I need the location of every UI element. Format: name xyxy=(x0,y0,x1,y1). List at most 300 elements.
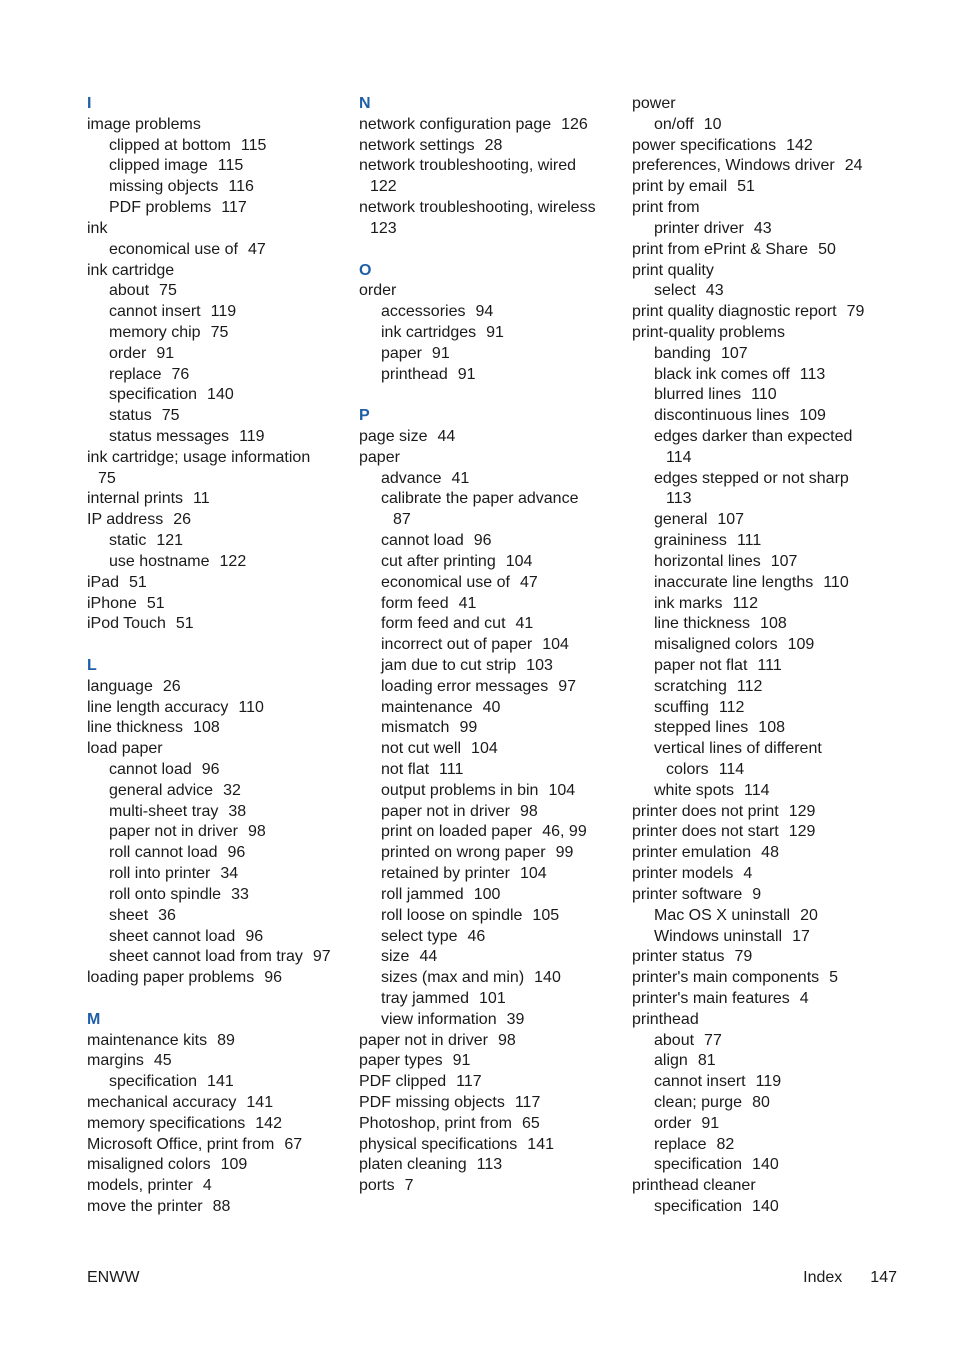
index-subentry xyxy=(87,198,352,219)
entry-term: clipped at bottom xyxy=(109,136,231,154)
entry-term: print-quality problems xyxy=(632,323,785,341)
index-entry xyxy=(632,302,902,323)
index-entry xyxy=(632,240,902,261)
entry-page-ref: 109 xyxy=(787,636,815,654)
section-gap xyxy=(359,240,624,261)
entry-page-ref: 46, 99 xyxy=(542,823,587,841)
entry-page-ref: 96 xyxy=(245,927,264,945)
entry-term: printer models xyxy=(632,865,734,883)
index-subentry xyxy=(632,1114,902,1135)
index-subentry xyxy=(359,968,624,989)
entry-term: general advice xyxy=(109,781,214,799)
entry-page-ref: 112 xyxy=(732,594,758,612)
entry-page-ref: 75 xyxy=(161,407,180,425)
entry-page-ref: 82 xyxy=(716,1135,735,1153)
entry-term: form feed and cut xyxy=(381,615,506,633)
entry-term: size xyxy=(381,948,410,966)
entry-page-ref: 108 xyxy=(193,719,220,737)
entry-term: line length accuracy xyxy=(87,698,229,716)
index-entry xyxy=(87,718,352,739)
index-entry xyxy=(87,510,352,531)
entry-term: graininess xyxy=(654,532,727,550)
entry-term: status xyxy=(109,407,152,425)
index-subentry xyxy=(87,864,352,885)
entry-page-ref: 108 xyxy=(758,719,785,737)
entry-term: economical use of xyxy=(109,240,238,258)
entry-term: order xyxy=(109,344,147,362)
entry-page-ref: 91 xyxy=(156,344,175,362)
entry-term: printer status xyxy=(632,948,725,966)
entry-page-ref: 36 xyxy=(158,906,176,924)
entry-term: static xyxy=(109,532,147,550)
entry-term: line thickness xyxy=(654,615,751,633)
index-entry xyxy=(87,698,352,719)
entry-term: printer's main components xyxy=(632,969,820,987)
entry-page-ref: 104 xyxy=(548,781,576,799)
entry-term: not flat xyxy=(381,761,430,778)
entry-term: printhead xyxy=(381,365,448,383)
entry-term: cannot insert xyxy=(109,303,201,321)
index-subentry xyxy=(632,635,902,656)
entry-term: not cut well xyxy=(381,740,462,758)
entry-page-ref: 110 xyxy=(823,573,849,591)
entry-page-ref: 101 xyxy=(479,989,506,1007)
entry-term: edges darker than expected xyxy=(654,428,853,445)
entry-page-ref: 140 xyxy=(534,969,561,987)
index-subentry xyxy=(632,781,902,802)
entry-term: ink cartridge xyxy=(87,261,175,279)
entry-term: printer's main features xyxy=(632,989,790,1007)
entry-term: order xyxy=(654,1114,692,1132)
index-subentry xyxy=(359,489,624,510)
index-subentry xyxy=(359,677,624,698)
index-subentry xyxy=(87,885,352,906)
entry-term: sheet cannot load from tray xyxy=(109,948,303,966)
entry-term: multi-sheet tray xyxy=(109,802,219,820)
entry-page-ref: 20 xyxy=(800,906,818,924)
entry-page-ref: 17 xyxy=(792,927,810,945)
entry-page-ref: 103 xyxy=(526,656,553,674)
entry-term: iPhone xyxy=(87,594,137,612)
index-subentry xyxy=(359,760,624,781)
index-letter-heading: N xyxy=(359,95,371,112)
entry-page-ref: 96 xyxy=(264,969,283,987)
index-entry xyxy=(87,1031,352,1052)
index-entry xyxy=(632,822,902,843)
entry-page-ref: 117 xyxy=(514,1094,541,1111)
index-subentry xyxy=(632,344,902,365)
index-subentry xyxy=(632,406,902,427)
index-entry xyxy=(632,843,902,864)
index-entry xyxy=(632,1010,902,1031)
index-subentry xyxy=(87,822,352,843)
entry-page-ref: 91 xyxy=(452,1052,471,1070)
entry-page-ref: 44 xyxy=(419,948,438,966)
entry-term: specification xyxy=(109,386,198,404)
index-entry xyxy=(632,136,902,157)
index-entry xyxy=(87,614,352,635)
entry-term: vertical lines of different xyxy=(654,740,822,758)
index-subentry xyxy=(87,427,352,448)
index-subentry xyxy=(87,323,352,344)
index-subentry xyxy=(359,885,624,906)
index-subentry xyxy=(87,531,352,552)
index-entry xyxy=(359,427,624,448)
entry-page-ref: 114 xyxy=(744,781,770,799)
entry-term: advance xyxy=(381,469,442,487)
index-subentry xyxy=(632,510,902,531)
entry-page-ref: 10 xyxy=(703,115,722,133)
entry-page-ref: 75 xyxy=(159,282,177,300)
entry-term: blurred lines xyxy=(654,386,742,404)
entry-page-ref: 97 xyxy=(558,677,576,695)
index-subentry xyxy=(632,739,902,760)
entry-term: discontinuous lines xyxy=(654,407,790,425)
index-subentry xyxy=(359,635,624,656)
footer-left-text: ENWW xyxy=(87,1269,140,1286)
entry-term: printed on wrong paper xyxy=(381,844,546,862)
entry-term: margins xyxy=(87,1052,144,1070)
entry-term: network configuration page xyxy=(359,115,552,133)
index-entry xyxy=(359,156,624,177)
entry-term: scratching xyxy=(654,677,727,695)
index-subentry xyxy=(632,531,902,552)
entry-page-ref: 4 xyxy=(202,1177,212,1195)
entry-term: Mac OS X uninstall xyxy=(654,906,791,924)
entry-page-ref: 44 xyxy=(437,428,456,445)
entry-term: cut after printing xyxy=(381,552,496,570)
index-subentry xyxy=(632,1155,902,1176)
entry-page-ref: 77 xyxy=(704,1031,722,1049)
entry-term: output problems in bin xyxy=(381,781,539,799)
index-subentry xyxy=(359,906,624,927)
index-subentry xyxy=(359,718,624,739)
index-entry xyxy=(359,1155,624,1176)
entry-page-ref: 79 xyxy=(846,303,865,321)
index-entry xyxy=(359,1072,624,1093)
index-entry xyxy=(632,947,902,968)
index-column-3 xyxy=(632,94,902,1218)
index-entry xyxy=(359,448,624,469)
index-subentry xyxy=(87,344,352,365)
entry-term: ports xyxy=(359,1177,395,1195)
entry-page-ref: 80 xyxy=(752,1094,770,1111)
entry-page-ref: 9 xyxy=(752,885,762,903)
entry-page-ref: 43 xyxy=(753,219,772,237)
index-subentry xyxy=(632,552,902,573)
entry-page-ref: 91 xyxy=(701,1114,720,1132)
entry-page-ref: 140 xyxy=(752,1198,779,1216)
entry-page-ref: 75 xyxy=(210,323,229,341)
entry-page-ref: 45 xyxy=(153,1052,172,1070)
index-subentry xyxy=(359,531,624,552)
index-column-1 xyxy=(87,94,352,1218)
index-subentry xyxy=(632,698,902,719)
index-subentry xyxy=(632,115,902,136)
entry-term: PDF clipped xyxy=(359,1073,447,1091)
entry-term: roll onto spindle xyxy=(109,885,222,903)
index-entry xyxy=(632,885,902,906)
entry-page-ref: 110 xyxy=(238,698,264,716)
entry-page-ref: 105 xyxy=(532,906,560,924)
index-entry xyxy=(87,448,352,469)
index-entry xyxy=(87,739,352,760)
entry-term: view information xyxy=(381,1010,497,1028)
entry-page-ref: 51 xyxy=(737,178,755,196)
index-subentry xyxy=(87,302,352,323)
index-subentry xyxy=(87,406,352,427)
index-entry xyxy=(359,1176,624,1197)
entry-page-ref: 81 xyxy=(697,1052,716,1070)
entry-page-ref: 104 xyxy=(471,740,498,758)
index-entry xyxy=(632,156,902,177)
entry-term: print quality diagnostic report xyxy=(632,303,837,321)
entry-page-ref: 5 xyxy=(829,969,839,987)
entry-term: loading paper problems xyxy=(87,969,255,987)
entry-term: replace xyxy=(654,1135,707,1153)
entry-term: platen cleaning xyxy=(359,1156,467,1174)
entry-term: economical use of xyxy=(381,573,510,591)
entry-term: paper not in driver xyxy=(359,1031,488,1049)
entry-page-ref: 113 xyxy=(799,365,826,383)
index-subentry xyxy=(87,240,352,261)
entry-page-ref: 91 xyxy=(431,344,450,362)
index-entry-continuation xyxy=(359,219,624,240)
entry-page-ref: 104 xyxy=(505,552,533,570)
index-subentry xyxy=(632,718,902,739)
entry-page-ref: 112 xyxy=(718,698,745,716)
entry-page-ref: 51 xyxy=(146,594,165,612)
index-entry xyxy=(632,94,902,115)
index-entry xyxy=(359,1114,624,1135)
entry-term: network troubleshooting, wired xyxy=(359,157,577,175)
index-entry xyxy=(87,1176,352,1197)
entry-term: paper not flat xyxy=(654,656,748,674)
entry-page-ref: 99 xyxy=(555,844,574,862)
entry-page-ref: 112 xyxy=(736,677,763,695)
index-subentry xyxy=(359,302,624,323)
index-subentry xyxy=(359,323,624,344)
entry-term: power xyxy=(632,95,676,112)
index-column-2 xyxy=(359,94,624,1197)
entry-term: clipped image xyxy=(109,157,208,175)
entry-page-ref: 51 xyxy=(175,615,194,633)
entry-term: calibrate the paper advance xyxy=(381,490,579,508)
entry-term: IP address xyxy=(87,511,164,529)
entry-term: print by email xyxy=(632,178,728,196)
entry-term: Windows uninstall xyxy=(654,927,783,945)
entry-term: misaligned colors xyxy=(87,1156,211,1174)
entry-term: page size xyxy=(359,428,428,445)
entry-term: colors xyxy=(666,761,709,778)
entry-page-ref: 4 xyxy=(799,989,809,1007)
index-subentry xyxy=(632,385,902,406)
index-letter-heading: L xyxy=(87,656,97,674)
entry-page-ref: 110 xyxy=(751,386,777,404)
index-subentry xyxy=(632,469,902,490)
entry-term: about xyxy=(109,282,150,300)
entry-term: cannot load xyxy=(109,761,192,778)
entry-page-ref: 41 xyxy=(458,594,477,612)
footer-page-number: 147 xyxy=(870,1269,897,1286)
entry-page-ref: 47 xyxy=(247,240,266,258)
entry-page-ref: 111 xyxy=(439,761,464,778)
entry-page-ref: 88 xyxy=(212,1198,231,1216)
entry-term: print from xyxy=(632,199,700,217)
entry-page-ref: 122 xyxy=(219,552,247,570)
index-entry xyxy=(87,677,352,698)
index-subentry xyxy=(359,698,624,719)
entry-page-ref: 104 xyxy=(542,636,569,654)
entry-page-ref: 117 xyxy=(221,199,247,217)
index-subentry xyxy=(359,739,624,760)
index-entry xyxy=(359,1051,624,1072)
entry-term: misaligned colors xyxy=(654,636,778,654)
entry-term: accessories xyxy=(381,303,466,321)
entry-term: sizes (max and min) xyxy=(381,969,525,987)
index-subentry xyxy=(632,1135,902,1156)
entry-page-ref: 98 xyxy=(497,1031,516,1049)
index-subentry xyxy=(359,864,624,885)
entry-term: Microsoft Office, print from xyxy=(87,1135,275,1153)
entry-page-ref: 48 xyxy=(761,844,779,862)
entry-term: retained by printer xyxy=(381,865,510,883)
entry-term: language xyxy=(87,677,153,695)
entry-term: paper xyxy=(359,448,400,466)
entry-term: mechanical accuracy xyxy=(87,1094,237,1111)
index-entry xyxy=(359,1031,624,1052)
index-subentry xyxy=(359,614,624,635)
entry-page-ref: 40 xyxy=(482,698,501,716)
entry-page-ref: 26 xyxy=(162,677,181,695)
index-entry xyxy=(632,968,902,989)
entry-page-ref: 119 xyxy=(239,428,265,445)
entry-page-ref: 114 xyxy=(718,761,745,778)
entry-page-ref: 126 xyxy=(561,115,588,133)
index-subentry xyxy=(87,552,352,573)
entry-page-ref: 140 xyxy=(207,386,234,404)
index-entry xyxy=(87,1051,352,1072)
section-gap xyxy=(359,385,624,406)
entry-page-ref: 141 xyxy=(207,1073,234,1091)
entry-page-ref: 129 xyxy=(788,823,816,841)
index-entry xyxy=(632,802,902,823)
index-subentry xyxy=(632,1093,902,1114)
index-entry xyxy=(359,136,624,157)
entry-page-ref: 32 xyxy=(223,781,241,799)
entry-term: roll jammed xyxy=(381,885,464,903)
entry-term: memory specifications xyxy=(87,1114,246,1132)
entry-page-ref: 113 xyxy=(666,490,692,508)
index-entry xyxy=(632,177,902,198)
entry-term: print on loaded paper xyxy=(381,823,533,841)
entry-page-ref: 122 xyxy=(370,178,397,196)
index-subentry xyxy=(359,365,624,386)
index-subentry xyxy=(87,906,352,927)
index-entry xyxy=(359,198,624,219)
section-gap xyxy=(87,989,352,1010)
entry-term: image problems xyxy=(87,115,201,133)
index-subentry xyxy=(87,385,352,406)
index-subentry xyxy=(359,947,624,968)
index-entry xyxy=(87,1155,352,1176)
entry-term: cannot load xyxy=(381,532,464,550)
entry-term: ink xyxy=(87,219,108,237)
index-entry xyxy=(632,198,902,219)
index-subentry xyxy=(632,219,902,240)
entry-term: select xyxy=(654,282,696,300)
entry-page-ref: 91 xyxy=(486,323,504,341)
index-entry xyxy=(359,1135,624,1156)
entry-term: tray jammed xyxy=(381,989,470,1007)
entry-page-ref: 96 xyxy=(473,532,492,550)
index-subentry xyxy=(359,1010,624,1031)
index-subentry xyxy=(632,573,902,594)
index-subentry xyxy=(359,552,624,573)
entry-term: print from ePrint & Share xyxy=(632,240,809,258)
section-gap xyxy=(87,635,352,656)
index-subentry xyxy=(87,947,352,968)
index-subentry xyxy=(632,614,902,635)
footer-doc-code xyxy=(87,1267,139,1289)
index-subentry xyxy=(359,469,624,490)
entry-term: roll cannot load xyxy=(109,844,218,862)
entry-page-ref: 111 xyxy=(736,532,762,550)
index-subentry xyxy=(632,677,902,698)
entry-page-ref: 115 xyxy=(240,136,267,154)
entry-term: line thickness xyxy=(87,719,184,737)
entry-term: roll loose on spindle xyxy=(381,906,523,924)
entry-term: Photoshop, print from xyxy=(359,1114,512,1132)
index-subentry xyxy=(632,656,902,677)
index-subentry xyxy=(359,656,624,677)
entry-term: print quality xyxy=(632,261,714,279)
entry-page-ref: 98 xyxy=(519,802,538,820)
entry-term: clean; purge xyxy=(654,1094,743,1111)
entry-term: load paper xyxy=(87,740,163,758)
index-subentry xyxy=(359,822,624,843)
entry-term: physical specifications xyxy=(359,1135,518,1153)
entry-page-ref: 116 xyxy=(228,178,254,196)
index-entry xyxy=(87,489,352,510)
entry-term: ink marks xyxy=(654,594,723,612)
index-subentry xyxy=(87,802,352,823)
entry-page-ref: 4 xyxy=(743,865,753,883)
entry-term: power specifications xyxy=(632,136,777,154)
entry-page-ref: 109 xyxy=(799,407,826,425)
entry-page-ref: 104 xyxy=(519,865,547,883)
entry-page-ref: 119 xyxy=(210,303,237,321)
index-subentry xyxy=(87,156,352,177)
entry-term: general xyxy=(654,511,708,529)
index-letter-heading: O xyxy=(359,261,372,279)
index-entry xyxy=(87,1197,352,1218)
entry-page-ref: 141 xyxy=(246,1094,274,1111)
entry-page-ref: 28 xyxy=(484,136,503,154)
entry-term: models, printer xyxy=(87,1177,193,1195)
entry-term: missing objects xyxy=(109,178,219,196)
entry-page-ref: 99 xyxy=(459,719,478,737)
entry-page-ref: 117 xyxy=(456,1073,482,1091)
entry-page-ref: 47 xyxy=(519,573,538,591)
entry-page-ref: 41 xyxy=(451,469,470,487)
index-entry xyxy=(359,1093,624,1114)
entry-page-ref: 113 xyxy=(476,1156,503,1174)
entry-page-ref: 75 xyxy=(98,469,116,487)
entry-term: edges stepped or not sharp xyxy=(654,469,849,487)
entry-term: printer does not print xyxy=(632,802,779,820)
entry-term: on/off xyxy=(654,115,694,133)
